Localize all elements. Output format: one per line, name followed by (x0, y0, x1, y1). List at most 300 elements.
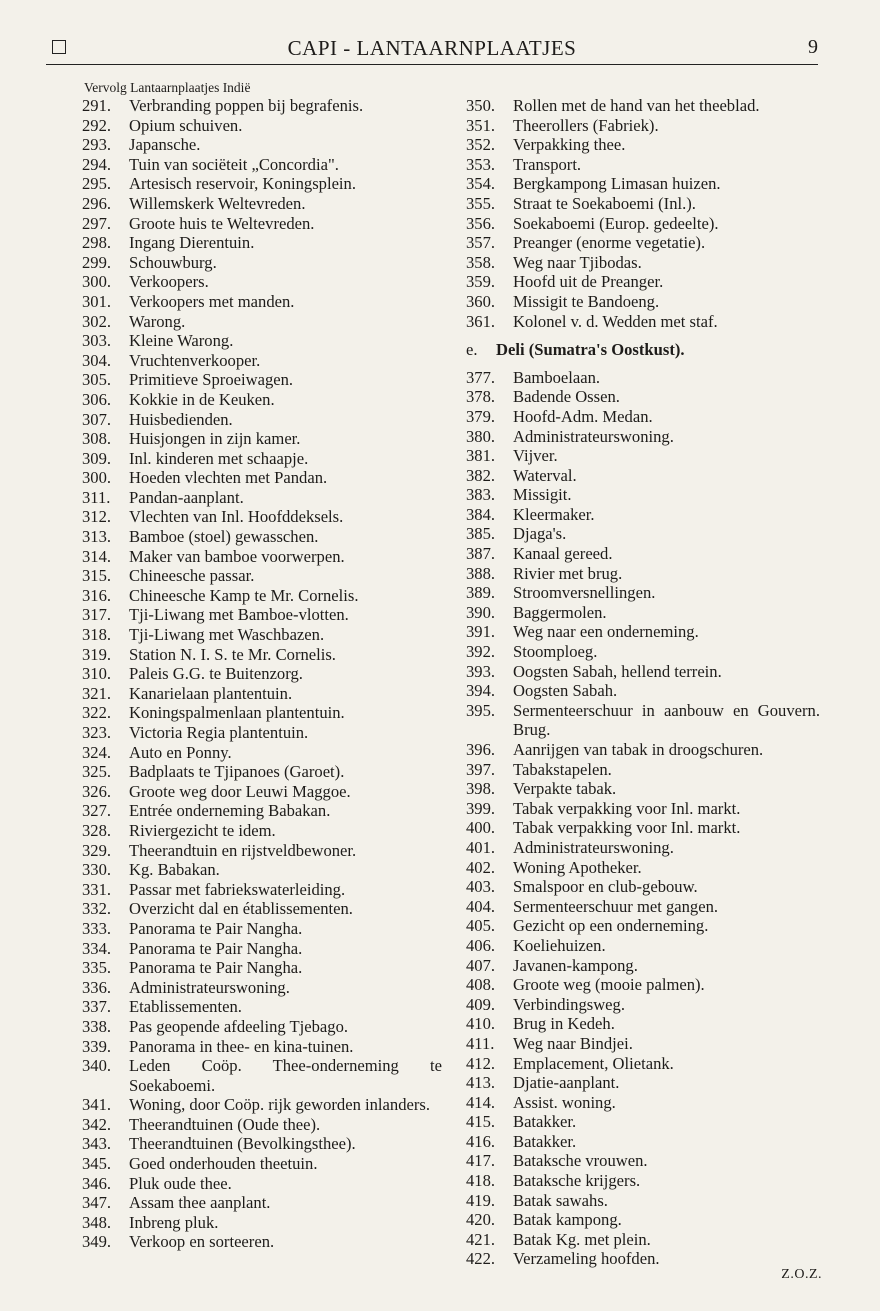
item-number: 303. (82, 331, 112, 351)
item-text: Baggermolen. (513, 602, 607, 622)
item-text: Oogsten Sabah. (513, 681, 618, 701)
list-item (82, 1174, 442, 1194)
item-number: 316. (82, 585, 112, 605)
item-text: Preanger (enorme vegetatie). (513, 233, 706, 253)
list-item (82, 155, 442, 175)
item-number: 419. (466, 1190, 496, 1210)
section-heading (466, 340, 820, 360)
list-item (82, 174, 442, 194)
item-text: Schouwburg. (129, 252, 217, 272)
list-item (82, 978, 442, 998)
item-text: Panorama te Pair Nangha. (129, 938, 303, 958)
list-item (82, 96, 442, 116)
list-item (82, 527, 442, 547)
item-text: Batakker. (513, 1112, 577, 1132)
item-text: Theerandtuin en rijstveldbewoner. (129, 840, 357, 860)
item-number: 415. (466, 1112, 496, 1132)
item-number: 328. (82, 820, 112, 840)
item-text: Kleermaker. (513, 504, 595, 524)
item-text: Emplacement, Olietank. (513, 1053, 674, 1073)
list-item (82, 801, 442, 821)
list-item (466, 760, 820, 780)
list-item (82, 331, 442, 351)
item-text: Woning Apotheker. (513, 857, 642, 877)
list-item (466, 564, 820, 584)
item-number: 292. (82, 115, 112, 135)
item-text: Hoeden vlechten met Pandan. (129, 468, 328, 488)
subheading: Vervolg Lantaarnplaatjes Indië (84, 80, 251, 95)
item-number: 334. (82, 938, 112, 958)
item-number: 377. (466, 367, 496, 387)
list-item (82, 1115, 442, 1135)
item-text: Hoofd-Adm. Medan. (513, 406, 653, 426)
list-item (466, 155, 820, 175)
section-title: Deli (Sumatra's Oostkust). (496, 340, 685, 360)
list-item (466, 995, 820, 1015)
item-number: 358. (466, 252, 496, 272)
item-number: 420. (466, 1210, 496, 1230)
list-item (466, 622, 820, 642)
list-item (82, 762, 442, 782)
item-text: Sermenteerschuur met gangen. (513, 896, 719, 916)
item-text: Tuin van sociëteit „Concordia". (129, 154, 339, 174)
item-number: 299. (82, 252, 112, 272)
item-text: Batakker. (513, 1131, 577, 1151)
list-item (466, 1230, 820, 1250)
item-number: 396. (466, 740, 496, 759)
item-number: 298. (82, 233, 112, 253)
list-item (82, 253, 442, 273)
list-item (466, 485, 820, 505)
item-text: Inl. kinderen met schaapje. (129, 448, 309, 468)
list-item (82, 939, 442, 959)
list-item (466, 1151, 820, 1171)
item-number: 324. (82, 742, 112, 762)
list-item (82, 566, 442, 586)
list-item (82, 821, 442, 841)
item-text: Missigit te Bandoeng. (513, 291, 660, 311)
item-text: Tji-Liwang met Bamboe-vlotten. (129, 605, 349, 625)
list-item (466, 1191, 820, 1211)
list-item (82, 919, 442, 939)
list-item (466, 312, 820, 332)
list-item (82, 507, 442, 527)
item-text: Smalspoor en club-gebouw. (513, 877, 698, 897)
item-number: 306. (82, 389, 112, 409)
item-text: Vlechten van Inl. Hoofddeksels. (129, 507, 344, 527)
item-number: 313. (82, 527, 112, 547)
list-item (82, 351, 442, 371)
item-number: 322. (82, 703, 112, 723)
list-item (466, 975, 820, 995)
item-number: 300. (82, 468, 112, 488)
item-text: Djaga's. (513, 524, 567, 544)
item-text: Primitieve Sproeiwagen. (129, 370, 294, 390)
list-item (82, 723, 442, 743)
item-text: Paleis G.G. te Buitenzorg. (129, 664, 303, 684)
item-number: 339. (82, 1036, 112, 1056)
list-item (466, 897, 820, 917)
item-number: 414. (466, 1092, 496, 1112)
item-text: Vruchtenverkooper. (129, 350, 261, 370)
item-number: 408. (466, 975, 496, 995)
item-number: 360. (466, 291, 496, 311)
list-item (82, 312, 442, 332)
list-item (466, 1112, 820, 1132)
list-item (82, 782, 442, 802)
item-number: 413. (466, 1073, 496, 1093)
list-item (466, 662, 820, 682)
item-number: 398. (466, 779, 496, 799)
item-number: 418. (466, 1171, 496, 1191)
item-text: Verpakte tabak. (513, 779, 617, 799)
list-item (466, 1249, 820, 1269)
right-column-bottom-list (466, 368, 820, 1269)
item-text: Victoria Regia plantentuin. (129, 723, 309, 742)
list-item (82, 547, 442, 567)
item-number: 319. (82, 644, 112, 664)
item-text: Koeliehuizen. (513, 935, 606, 955)
item-number: 393. (466, 661, 496, 681)
item-number: 403. (466, 877, 496, 897)
item-text: Inbreng pluk. (129, 1212, 219, 1232)
item-number: 411. (466, 1033, 495, 1053)
page-number: 9 (808, 36, 818, 58)
list-item (466, 427, 820, 447)
list-item (466, 407, 820, 427)
item-text: Batak Kg. met plein. (513, 1229, 651, 1249)
list-item (82, 410, 442, 430)
item-text: Panorama te Pair Nangha. (129, 958, 303, 978)
item-text: Pandan-aanplant. (129, 487, 244, 507)
item-text: Verbindingsweg. (513, 994, 625, 1014)
item-number: 381. (466, 446, 496, 466)
list-item (466, 292, 820, 312)
item-text: Kanaal gereed. (513, 544, 613, 564)
item-text: Brug in Kedeh. (513, 1014, 615, 1034)
list-item (466, 740, 820, 760)
list-item (82, 1095, 442, 1115)
left-column (82, 96, 442, 1252)
list-item (82, 194, 442, 214)
list-item (82, 880, 442, 900)
item-text: Tabak verpakking voor Inl. markt. (513, 818, 741, 838)
item-number: 291. (82, 96, 112, 115)
item-text: Bamboe (stoel) gewasschen. (129, 527, 319, 547)
item-number: 301. (82, 291, 112, 311)
list-item (82, 135, 442, 155)
list-item (82, 605, 442, 625)
item-number: 379. (466, 406, 496, 426)
item-number: 293. (82, 135, 112, 155)
item-text: Weg naar een onderneming. (513, 622, 699, 642)
list-item (82, 272, 442, 292)
item-number: 321. (82, 683, 112, 703)
item-number: 405. (466, 916, 496, 936)
list-item (466, 214, 820, 234)
list-item (466, 956, 820, 976)
item-number: 409. (466, 994, 496, 1014)
item-number: 395. (466, 700, 496, 720)
item-text: Ingang Dierentuin. (129, 233, 255, 253)
item-text: Opium schuiven. (129, 115, 243, 135)
item-text: Woning, door Coöp. rijk geworden inlanders. (129, 1095, 430, 1115)
item-text: Administrateurswoning. (513, 837, 674, 857)
item-number: 341. (82, 1095, 112, 1115)
list-item (466, 916, 820, 936)
item-text: Straat te Soekaboemi (Inl.). (513, 193, 696, 213)
item-number: 300. (82, 272, 112, 292)
item-number: 380. (466, 426, 496, 446)
item-text: Chineesche Kamp te Mr. Cornelis. (129, 585, 359, 605)
list-item (82, 1193, 442, 1213)
item-text: Auto en Ponny. (129, 742, 232, 762)
list-item (82, 214, 442, 234)
item-number: 340. (82, 1056, 112, 1076)
item-text: Kolonel v. d. Wedden met staf. (513, 311, 718, 331)
item-text: Pluk oude thee. (129, 1173, 232, 1193)
item-number: 295. (82, 174, 112, 194)
list-item (466, 1014, 820, 1034)
item-text: Badplaats te Tjipanoes (Garoet). (129, 762, 345, 782)
item-text: Bataksche krijgers. (513, 1171, 641, 1191)
item-text: Verkoopers met manden. (129, 291, 295, 311)
item-text: Transport. (513, 154, 582, 174)
list-item (466, 818, 820, 838)
item-text: Goed onderhouden theetuin. (129, 1154, 318, 1174)
list-item (82, 703, 442, 723)
item-text: Panorama te Pair Nangha. (129, 918, 303, 938)
item-number: 327. (82, 801, 112, 821)
list-item (466, 116, 820, 136)
item-text: Tabak verpakking voor Inl. markt. (513, 798, 741, 818)
list-item (82, 645, 442, 665)
item-number: 384. (466, 504, 496, 524)
item-number: 315. (82, 566, 112, 586)
item-number: 410. (466, 1014, 496, 1034)
item-number: 359. (466, 272, 496, 292)
list-item (82, 370, 442, 390)
item-number: 416. (466, 1131, 496, 1151)
list-item (82, 1134, 442, 1154)
item-number: 387. (466, 544, 496, 564)
item-number: 302. (82, 311, 112, 331)
item-text: Stoomploeg. (513, 642, 598, 662)
item-text: Assam thee aanplant. (129, 1193, 271, 1213)
list-item (466, 253, 820, 273)
list-item (82, 684, 442, 704)
item-text: Groote weg door Leuwi Maggoe. (129, 781, 351, 801)
item-number: 354. (466, 174, 496, 194)
item-text: Javanen-kampong. (513, 955, 638, 975)
list-item (466, 681, 820, 701)
list-item (466, 1171, 820, 1191)
item-text: Rivier met brug. (513, 563, 623, 583)
item-text: Entrée onderneming Babakan. (129, 801, 331, 821)
item-text: Batak kampong. (513, 1210, 622, 1230)
item-text: Verzameling hoofden. (513, 1249, 660, 1269)
item-text: Kleine Warong. (129, 331, 234, 351)
item-number: 338. (82, 1016, 112, 1036)
list-item (466, 272, 820, 292)
item-text: Etablissementen. (129, 997, 242, 1017)
item-text: Riviergezicht te idem. (129, 820, 276, 840)
list-item (82, 449, 442, 469)
list-item (466, 799, 820, 819)
item-number: 336. (82, 977, 112, 997)
item-number: 383. (466, 485, 496, 505)
item-text: Willemskerk Weltevreden. (129, 193, 306, 213)
item-text: Weg naar Bindjei. (513, 1033, 633, 1053)
item-number: 417. (466, 1151, 496, 1171)
item-number: 314. (82, 546, 112, 566)
list-item (466, 96, 820, 116)
item-text: Leden Coöp. Thee-onderneming te Soekaboemi. (129, 1056, 442, 1095)
item-number: 357. (466, 233, 496, 253)
item-number: 390. (466, 602, 496, 622)
item-text: Pas geopende afdeeling Tjebago. (129, 1016, 349, 1036)
list-item (82, 899, 442, 919)
item-text: Panorama in thee- en kina-tuinen. (129, 1036, 354, 1056)
item-number: 310. (82, 664, 112, 684)
list-item (82, 488, 442, 508)
list-item (466, 838, 820, 858)
item-number: 352. (466, 135, 496, 155)
item-text: Verpakking thee. (513, 135, 626, 155)
list-item (82, 292, 442, 312)
item-number: 331. (82, 879, 112, 899)
item-number: 388. (466, 563, 496, 583)
list-item (82, 625, 442, 645)
item-text: Overzicht dal en établissementen. (129, 899, 353, 919)
list-item (82, 1056, 442, 1095)
item-text: Bamboelaan. (513, 367, 601, 387)
list-item (466, 368, 820, 388)
item-number: 348. (82, 1212, 112, 1232)
list-item (82, 1154, 442, 1174)
item-number: 326. (82, 781, 112, 801)
item-text: Chineesche passar. (129, 566, 255, 586)
item-number: 311. (82, 487, 111, 507)
list-item (466, 858, 820, 878)
item-text: Sermenteerschuur in aanbouw en Gouvern. Brug. (513, 700, 820, 740)
list-item (82, 841, 442, 861)
item-text: Huisbedienden. (129, 409, 233, 429)
item-number: 353. (466, 154, 496, 174)
item-text: Warong. (129, 311, 186, 331)
item-number: 382. (466, 465, 496, 485)
list-item (466, 642, 820, 662)
item-text: Gezicht op een onderneming. (513, 916, 709, 936)
list-item (82, 233, 442, 253)
list-item (466, 135, 820, 155)
item-number: 412. (466, 1053, 496, 1073)
item-text: Stroomversnellingen. (513, 583, 656, 603)
item-text: Groote weg (mooie palmen). (513, 975, 705, 995)
item-text: Batak sawahs. (513, 1190, 608, 1210)
item-text: Soekaboemi (Europ. gedeelte). (513, 213, 719, 233)
item-number: 308. (82, 429, 112, 449)
item-text: Theerandtuinen (Bevolkingsthee). (129, 1134, 356, 1154)
item-text: Waterval. (513, 465, 577, 485)
item-number: 304. (82, 350, 112, 370)
item-number: 325. (82, 762, 112, 782)
item-number: 378. (466, 387, 496, 407)
list-item (466, 387, 820, 407)
list-item (466, 603, 820, 623)
item-text: Kg. Babakan. (129, 860, 220, 880)
page-header (46, 30, 818, 65)
item-number: 346. (82, 1173, 112, 1193)
item-number: 391. (466, 622, 496, 642)
list-item (82, 116, 442, 136)
list-item (466, 233, 820, 253)
item-number: 356. (466, 213, 496, 233)
item-number: 351. (466, 115, 496, 135)
list-item (466, 466, 820, 486)
list-item (82, 860, 442, 880)
item-text: Administrateurswoning. (513, 426, 674, 446)
list-item (466, 1073, 820, 1093)
item-text: Huisjongen in zijn kamer. (129, 429, 301, 449)
section-letter: e. (466, 340, 478, 360)
item-text: Bataksche vrouwen. (513, 1151, 648, 1171)
item-number: 422. (466, 1249, 496, 1269)
list-item (82, 1037, 442, 1057)
item-number: 349. (82, 1232, 112, 1252)
page-title: CAPI - LANTAARNPLAATJES (287, 36, 577, 60)
item-number: 330. (82, 860, 112, 880)
item-number: 355. (466, 193, 496, 213)
list-item (82, 468, 442, 488)
list-item (82, 743, 442, 763)
list-item (466, 1054, 820, 1074)
item-number: 318. (82, 625, 112, 645)
item-text: Maker van bamboe voorwerpen. (129, 546, 345, 566)
item-number: 312. (82, 507, 112, 527)
item-text: Theerollers (Fabriek). (513, 115, 659, 135)
list-item (82, 390, 442, 410)
item-number: 361. (466, 311, 496, 331)
item-number: 407. (466, 955, 496, 975)
item-number: 337. (82, 997, 112, 1017)
item-text: Missigit. (513, 485, 572, 505)
item-text: Kokkie in de Keuken. (129, 389, 275, 409)
item-text: Station N. I. S. te Mr. Cornelis. (129, 644, 336, 664)
item-number: 389. (466, 583, 496, 603)
item-text: Vijver. (513, 446, 558, 466)
item-text: Bergkampong Limasan huizen. (513, 174, 721, 194)
item-text: Rollen met de hand van het theeblad. (513, 96, 760, 115)
item-text: Koningspalmenlaan plantentuin. (129, 703, 345, 723)
item-text: Japansche. (129, 135, 201, 155)
item-number: 406. (466, 935, 496, 955)
item-number: 332. (82, 899, 112, 919)
item-text: Tji-Liwang met Waschbazen. (129, 625, 325, 645)
item-text: Groote huis te Weltevreden. (129, 213, 315, 233)
item-text: Oogsten Sabah, hellend terrein. (513, 661, 722, 681)
item-text: Verkoop en sorteeren. (129, 1232, 275, 1252)
list-item (466, 936, 820, 956)
item-number: 335. (82, 958, 112, 978)
item-text: Assist. woning. (513, 1092, 616, 1112)
item-number: 294. (82, 154, 112, 174)
list-item (466, 174, 820, 194)
item-number: 350. (466, 96, 496, 115)
item-number: 345. (82, 1154, 112, 1174)
list-item (466, 194, 820, 214)
list-item (466, 701, 820, 740)
